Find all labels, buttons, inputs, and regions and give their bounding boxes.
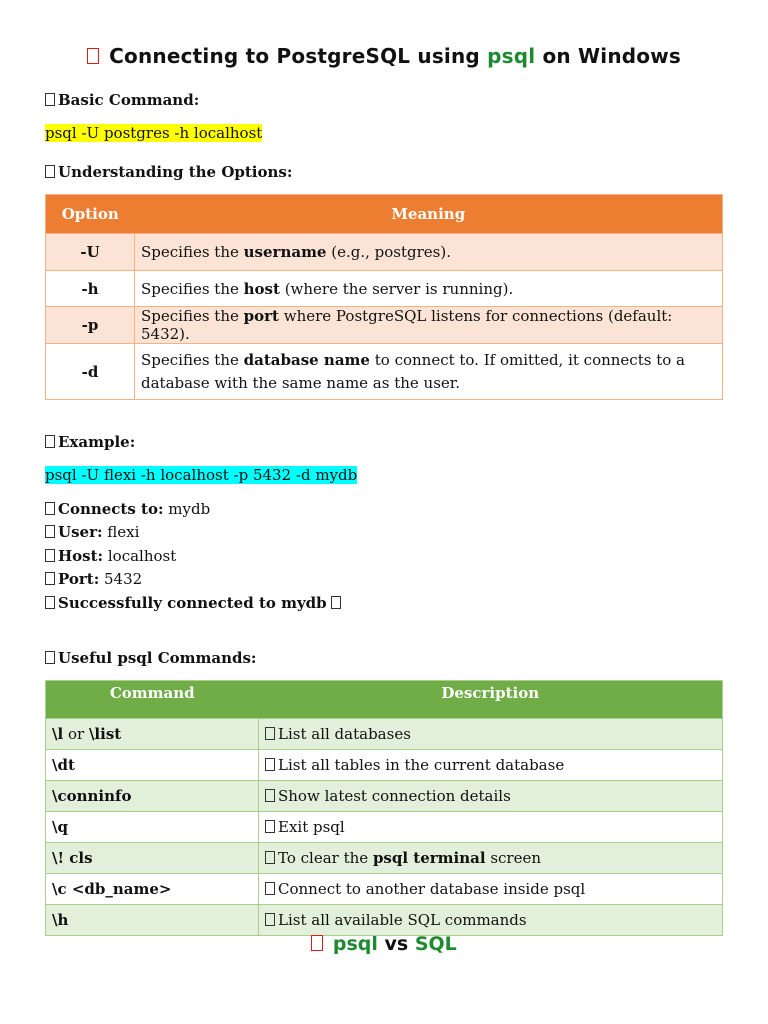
option-cell: -p: [46, 307, 135, 344]
command-cell: \dt: [46, 750, 259, 781]
option-cell: -d: [46, 344, 135, 400]
missing-glyph-icon: [45, 596, 55, 609]
missing-glyph-icon: [45, 93, 55, 106]
command-cell: \l or \list: [46, 719, 259, 750]
missing-glyph-icon: [45, 525, 55, 538]
column-header-command: Command: [46, 681, 259, 719]
command-cell: \c <db_name>: [46, 874, 259, 905]
missing-glyph-icon: [265, 820, 275, 833]
example-result-list: [45, 498, 344, 615]
missing-glyph-icon: [331, 596, 341, 609]
list-item: Port: 5432: [45, 568, 344, 591]
basic-command-code: psql -U postgres -h localhost: [45, 124, 263, 142]
column-header-option: Option: [46, 195, 135, 234]
list-item: Host: localhost: [45, 545, 344, 568]
missing-glyph-icon: [45, 502, 55, 515]
meaning-cell: Specifies the database name to connect to. If omitted, it connects to a database with the same name as the user.: [135, 344, 723, 400]
command-cell: \h: [46, 905, 259, 936]
list-item: Successfully connected to mydb: [45, 592, 344, 615]
commands-table: [45, 680, 723, 936]
table-row: [46, 812, 723, 843]
page-title: Connecting to PostgreSQL using psql on Windows: [45, 44, 723, 68]
column-header-description: Description: [259, 681, 723, 719]
table-row: [46, 905, 723, 936]
command-cell: \q: [46, 812, 259, 843]
table-row: [46, 719, 723, 750]
table-row: [46, 234, 723, 271]
meaning-cell: Specifies the port where PostgreSQL listens for connections (default: 5432).: [135, 307, 723, 344]
option-cell: -h: [46, 271, 135, 307]
missing-glyph-icon: [45, 435, 55, 448]
missing-glyph-icon: [265, 789, 275, 802]
commands-heading: Useful psql Commands:: [45, 649, 256, 667]
description-cell: Exit psql: [259, 812, 723, 843]
table-row: [46, 344, 723, 400]
missing-glyph-icon: [45, 572, 55, 585]
table-row: [46, 750, 723, 781]
column-header-meaning: Meaning: [135, 195, 723, 234]
table-row: [46, 307, 723, 344]
missing-glyph-icon: [45, 651, 55, 664]
command-cell: \! cls: [46, 843, 259, 874]
table-row: [46, 874, 723, 905]
table-row: [46, 781, 723, 812]
missing-glyph-icon: [87, 48, 99, 64]
missing-glyph-icon: [265, 882, 275, 895]
missing-glyph-icon: [45, 549, 55, 562]
missing-glyph-icon: [265, 758, 275, 771]
description-cell: Show latest connection details: [259, 781, 723, 812]
list-item: User: flexi: [45, 521, 344, 544]
options-heading: Understanding the Options:: [45, 163, 292, 181]
table-row: [46, 271, 723, 307]
missing-glyph-icon: [265, 851, 275, 864]
basic-command-heading: Basic Command:: [45, 91, 199, 109]
missing-glyph-icon: [45, 165, 55, 178]
description-cell: List all tables in the current database: [259, 750, 723, 781]
description-cell: Connect to another database inside psql: [259, 874, 723, 905]
list-item: Connects to: mydb: [45, 498, 344, 521]
command-cell: \conninfo: [46, 781, 259, 812]
section-title-psql-vs-sql: psql vs SQL: [45, 933, 723, 955]
description-cell: List all available SQL commands: [259, 905, 723, 936]
meaning-cell: Specifies the host (where the server is running).: [135, 271, 723, 307]
options-table: [45, 194, 723, 400]
missing-glyph-icon: [265, 913, 275, 926]
example-command-code: psql -U flexi -h localhost -p 5432 -d mydb: [45, 466, 358, 484]
table-row: [46, 843, 723, 874]
missing-glyph-icon: [265, 727, 275, 740]
description-cell: List all databases: [259, 719, 723, 750]
description-cell: To clear the psql terminal screen: [259, 843, 723, 874]
meaning-cell: Specifies the username (e.g., postgres).: [135, 234, 723, 271]
example-heading: Example:: [45, 433, 135, 451]
missing-glyph-icon: [311, 935, 323, 951]
option-cell: -U: [46, 234, 135, 271]
